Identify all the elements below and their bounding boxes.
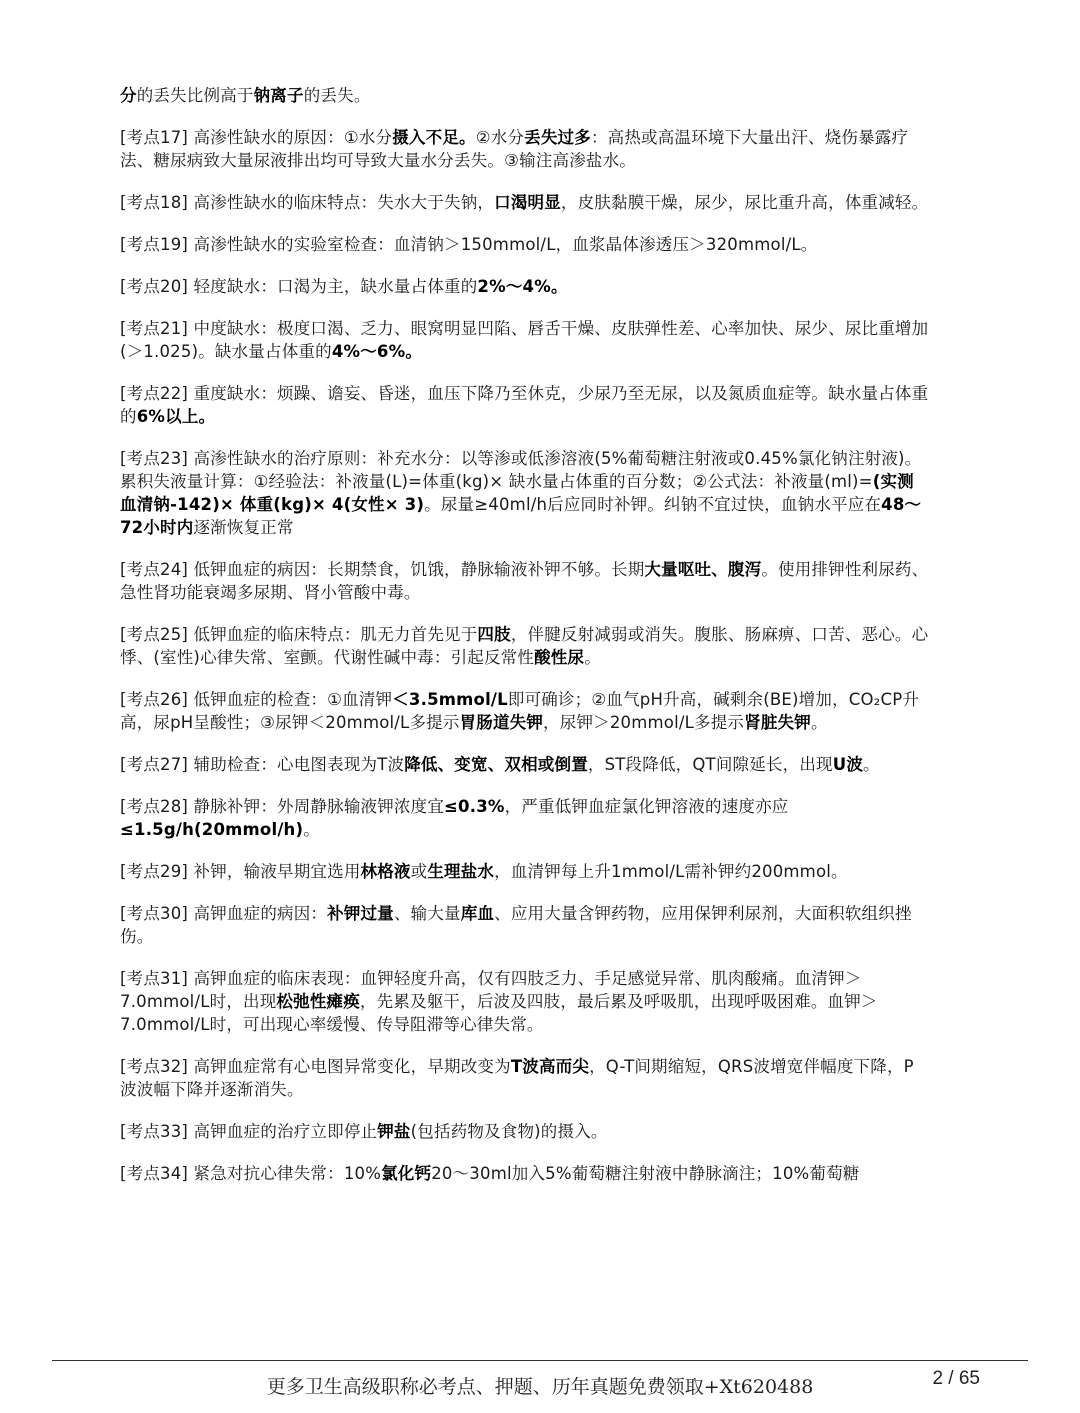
text-run: 。 <box>863 755 880 774</box>
exam-point-paragraph <box>120 860 930 883</box>
exam-point-paragraph <box>120 753 930 776</box>
text-run: ，先累及躯干，后波及四肢，最后累及呼吸肌，出现呼吸困难。血钾＞7.0mmol/L时，可出现心率缓慢、传导阻滞等心律失常。 <box>120 992 878 1034</box>
bold-text: (实测血清钠-142)× 体重(kg)× 4(女性× 3) <box>120 472 914 514</box>
bold-text: ≤0.3% <box>444 797 505 816</box>
exam-point-paragraph <box>120 688 930 734</box>
text-run: [考点27] 辅助检查：心电图表现为T波 <box>120 755 405 774</box>
bold-text: 48～72小时内 <box>120 495 922 537</box>
page-number: 2 / 65 <box>932 1368 980 1389</box>
text-run: 。 <box>303 820 320 839</box>
text-run: ，Q-T间期缩短，QRS波增宽伴幅度下降，P波波幅下降并逐渐消失。 <box>120 1057 914 1099</box>
bold-text: 胃肠道失钾 <box>459 713 544 732</box>
text-run: [考点23] 高渗性缺水的治疗原则：补充水分：以等渗或低渗溶液(5%葡萄糖注射液或0.45%氯化钠注射液)。累积失液量计算：①经验法：补液量(L)=体重(kg)× 缺水量占体重的百分数；②公式法：补液量(ml)= <box>120 449 922 491</box>
bold-text: 林格液 <box>360 862 411 881</box>
text-run: ，血清钾每上升1mmol/L需补钾约200mmol。 <box>494 862 848 881</box>
text-run: [考点26] 低钾血症的检查：①血清钾 <box>120 690 393 709</box>
text-run: ②水分 <box>475 128 525 147</box>
bold-text: 松弛性瘫痪 <box>276 992 360 1011</box>
bold-text: ＜3.5mmol/L <box>392 690 508 709</box>
bold-text: 口渴明显 <box>494 193 561 212</box>
bold-text: 大量呕吐、腹泻 <box>644 560 762 579</box>
exam-point-paragraph <box>120 1055 930 1101</box>
text-run: [考点34] 紧急对抗心律失常：10% <box>120 1164 382 1183</box>
text-run: 、输大量 <box>393 904 461 923</box>
text-run: (包括药物及食物)的摄入。 <box>410 1122 608 1141</box>
text-run: ：高热或高温环境下大量出汗、烧伤暴露疗法、糖尿病致大量尿液排出均可导致大量水分丢失。③输注高渗盐水。 <box>120 128 909 170</box>
text-run: ，皮肤黏膜干燥，尿少，尿比重升高，体重减轻。 <box>560 193 929 212</box>
bold-text: T波高而尖 <box>510 1057 590 1076</box>
bold-text: 钾盐 <box>377 1122 411 1141</box>
bold-text: 降低、变宽、双相或倒置 <box>404 755 588 774</box>
bold-text: 四肢 <box>477 625 511 644</box>
text-run: 20～30ml加入5%葡萄糖注射液中静脉滴注；10%葡萄糖 <box>431 1164 860 1183</box>
text-run: 逐渐恢复正常 <box>193 518 294 537</box>
footer-promo-text: 更多卫生高级职称必考点、押题、历年真题免费领取+Xt620488 <box>266 1376 814 1398</box>
text-run: 的丢失比例高于 <box>136 86 254 105</box>
text-run: [考点20] 轻度缺水：口渴为主，缺水量占体重的 <box>120 277 478 296</box>
bold-text: 氯化钙 <box>381 1164 432 1183</box>
text-run: ，严重低钾血症氯化钾溶液的速度亦应 <box>504 797 789 816</box>
bold-text: 4%～6%。 <box>331 342 423 361</box>
bold-text: 丢失过多 <box>524 128 591 147</box>
text-run: [考点21] 中度缺水：极度口渴、乏力、眼窝明显凹陷、唇舌干燥、皮肤弹性差、心率加快、尿少、尿比重增加(＞1.025)。缺水量占体重的 <box>120 319 929 361</box>
exam-point-paragraph <box>120 233 930 256</box>
text-run: 。尿量≥40ml/h后应同时补钾。纠钠不宜过快，血钠水平应在 <box>424 495 882 514</box>
bold-text: 库血 <box>460 904 495 923</box>
text-run: 。 <box>810 713 828 732</box>
bold-text: U波 <box>832 755 864 774</box>
text-run: [考点25] 低钾血症的临床特点：肌无力首先见于 <box>120 625 478 644</box>
text-run: 、应用大量含钾药物，应用保钾利尿剂，大面积软组织挫伤。 <box>120 904 912 946</box>
text-run: [考点22] 重度缺水：烦躁、谵妄、昏迷，血压下降乃至休克，少尿乃至无尿，以及氮质血症等。缺水量占体重的 <box>120 384 929 426</box>
text-run: 。 <box>584 648 601 667</box>
text-run: [考点19] 高渗性缺水的实验室检查：血清钠＞150mmol/L，血浆晶体渗透压＞320mmol/L。 <box>120 235 818 254</box>
exam-point-paragraph <box>120 126 930 172</box>
exam-point-paragraph <box>120 275 930 298</box>
text-run: 的丢失。 <box>303 86 371 105</box>
text-run: [考点29] 补钾，输液早期宜选用 <box>120 862 361 881</box>
document-body <box>120 84 930 1204</box>
exam-point-paragraph <box>120 558 930 604</box>
bold-text: 酸性尿 <box>534 648 585 667</box>
footer-divider <box>52 1360 1028 1361</box>
exam-point-paragraph <box>120 1162 930 1185</box>
bold-text: 分 <box>120 86 137 105</box>
text-run: [考点17] 高渗性缺水的原因：①水分 <box>120 128 393 147</box>
text-run: [考点28] 静脉补钾：外周静脉输液钾浓度宜 <box>120 797 445 816</box>
text-run: 即可确诊；②血气pH升高，碱剩余(BE)增加，CO₂CP升高，尿pH呈酸性；③尿钾＜20mmol/L多提示 <box>120 690 920 732</box>
bold-text: ≤1.5g/h(20mmol/h) <box>120 820 304 839</box>
text-run: ，尿钾＞20mmol/L多提示 <box>543 713 745 732</box>
exam-point-paragraph <box>120 382 930 428</box>
bold-text: 摄入不足。 <box>392 128 476 147</box>
text-run: 或 <box>410 862 428 881</box>
text-run: [考点32] 高钾血症常有心电图异常变化，早期改变为 <box>120 1057 511 1076</box>
bold-text: 补钾过量 <box>327 904 394 923</box>
text-run: [考点33] 高钾血症的治疗立即停止 <box>120 1122 378 1141</box>
text-run: 。使用排钾性利尿药、急性肾功能衰竭多尿期、肾小管酸中毒。 <box>120 560 929 602</box>
bold-text: 肾脏失钾 <box>744 713 811 732</box>
exam-point-paragraph <box>120 84 930 107</box>
exam-point-paragraph <box>120 902 930 948</box>
text-run: [考点30] 高钾血症的病因： <box>120 904 328 923</box>
bold-text: 生理盐水 <box>427 862 495 881</box>
exam-point-paragraph <box>120 1120 930 1143</box>
text-run: ，伴腱反射减弱或消失。腹胀、肠麻痹、口苦、恶心。心悸、(室性)心律失常、室颤。代谢性碱中毒：引起反常性 <box>120 625 929 667</box>
exam-point-paragraph <box>120 795 930 841</box>
bold-text: 6%以上。 <box>136 407 216 426</box>
bold-text: 钠离子 <box>253 86 304 105</box>
text-run: [考点31] 高钾血症的临床表现：血钾轻度升高，仅有四肢乏力、手足感觉异常、肌肉酸痛。血清钾＞7.0mmol/L时，出现 <box>120 969 862 1011</box>
text-run: [考点18] 高渗性缺水的临床特点：失水大于失钠， <box>120 193 495 212</box>
exam-point-paragraph <box>120 623 930 669</box>
exam-point-paragraph <box>120 967 930 1036</box>
bold-text: 2%～4%。 <box>477 277 568 296</box>
exam-point-paragraph <box>120 447 930 539</box>
text-run: ，ST段降低，QT间隙延长，出现 <box>587 755 833 774</box>
exam-point-paragraph <box>120 191 930 214</box>
text-run: [考点24] 低钾血症的病因：长期禁食，饥饿，静脉输液补钾不够。长期 <box>120 560 645 579</box>
exam-point-paragraph <box>120 317 930 363</box>
